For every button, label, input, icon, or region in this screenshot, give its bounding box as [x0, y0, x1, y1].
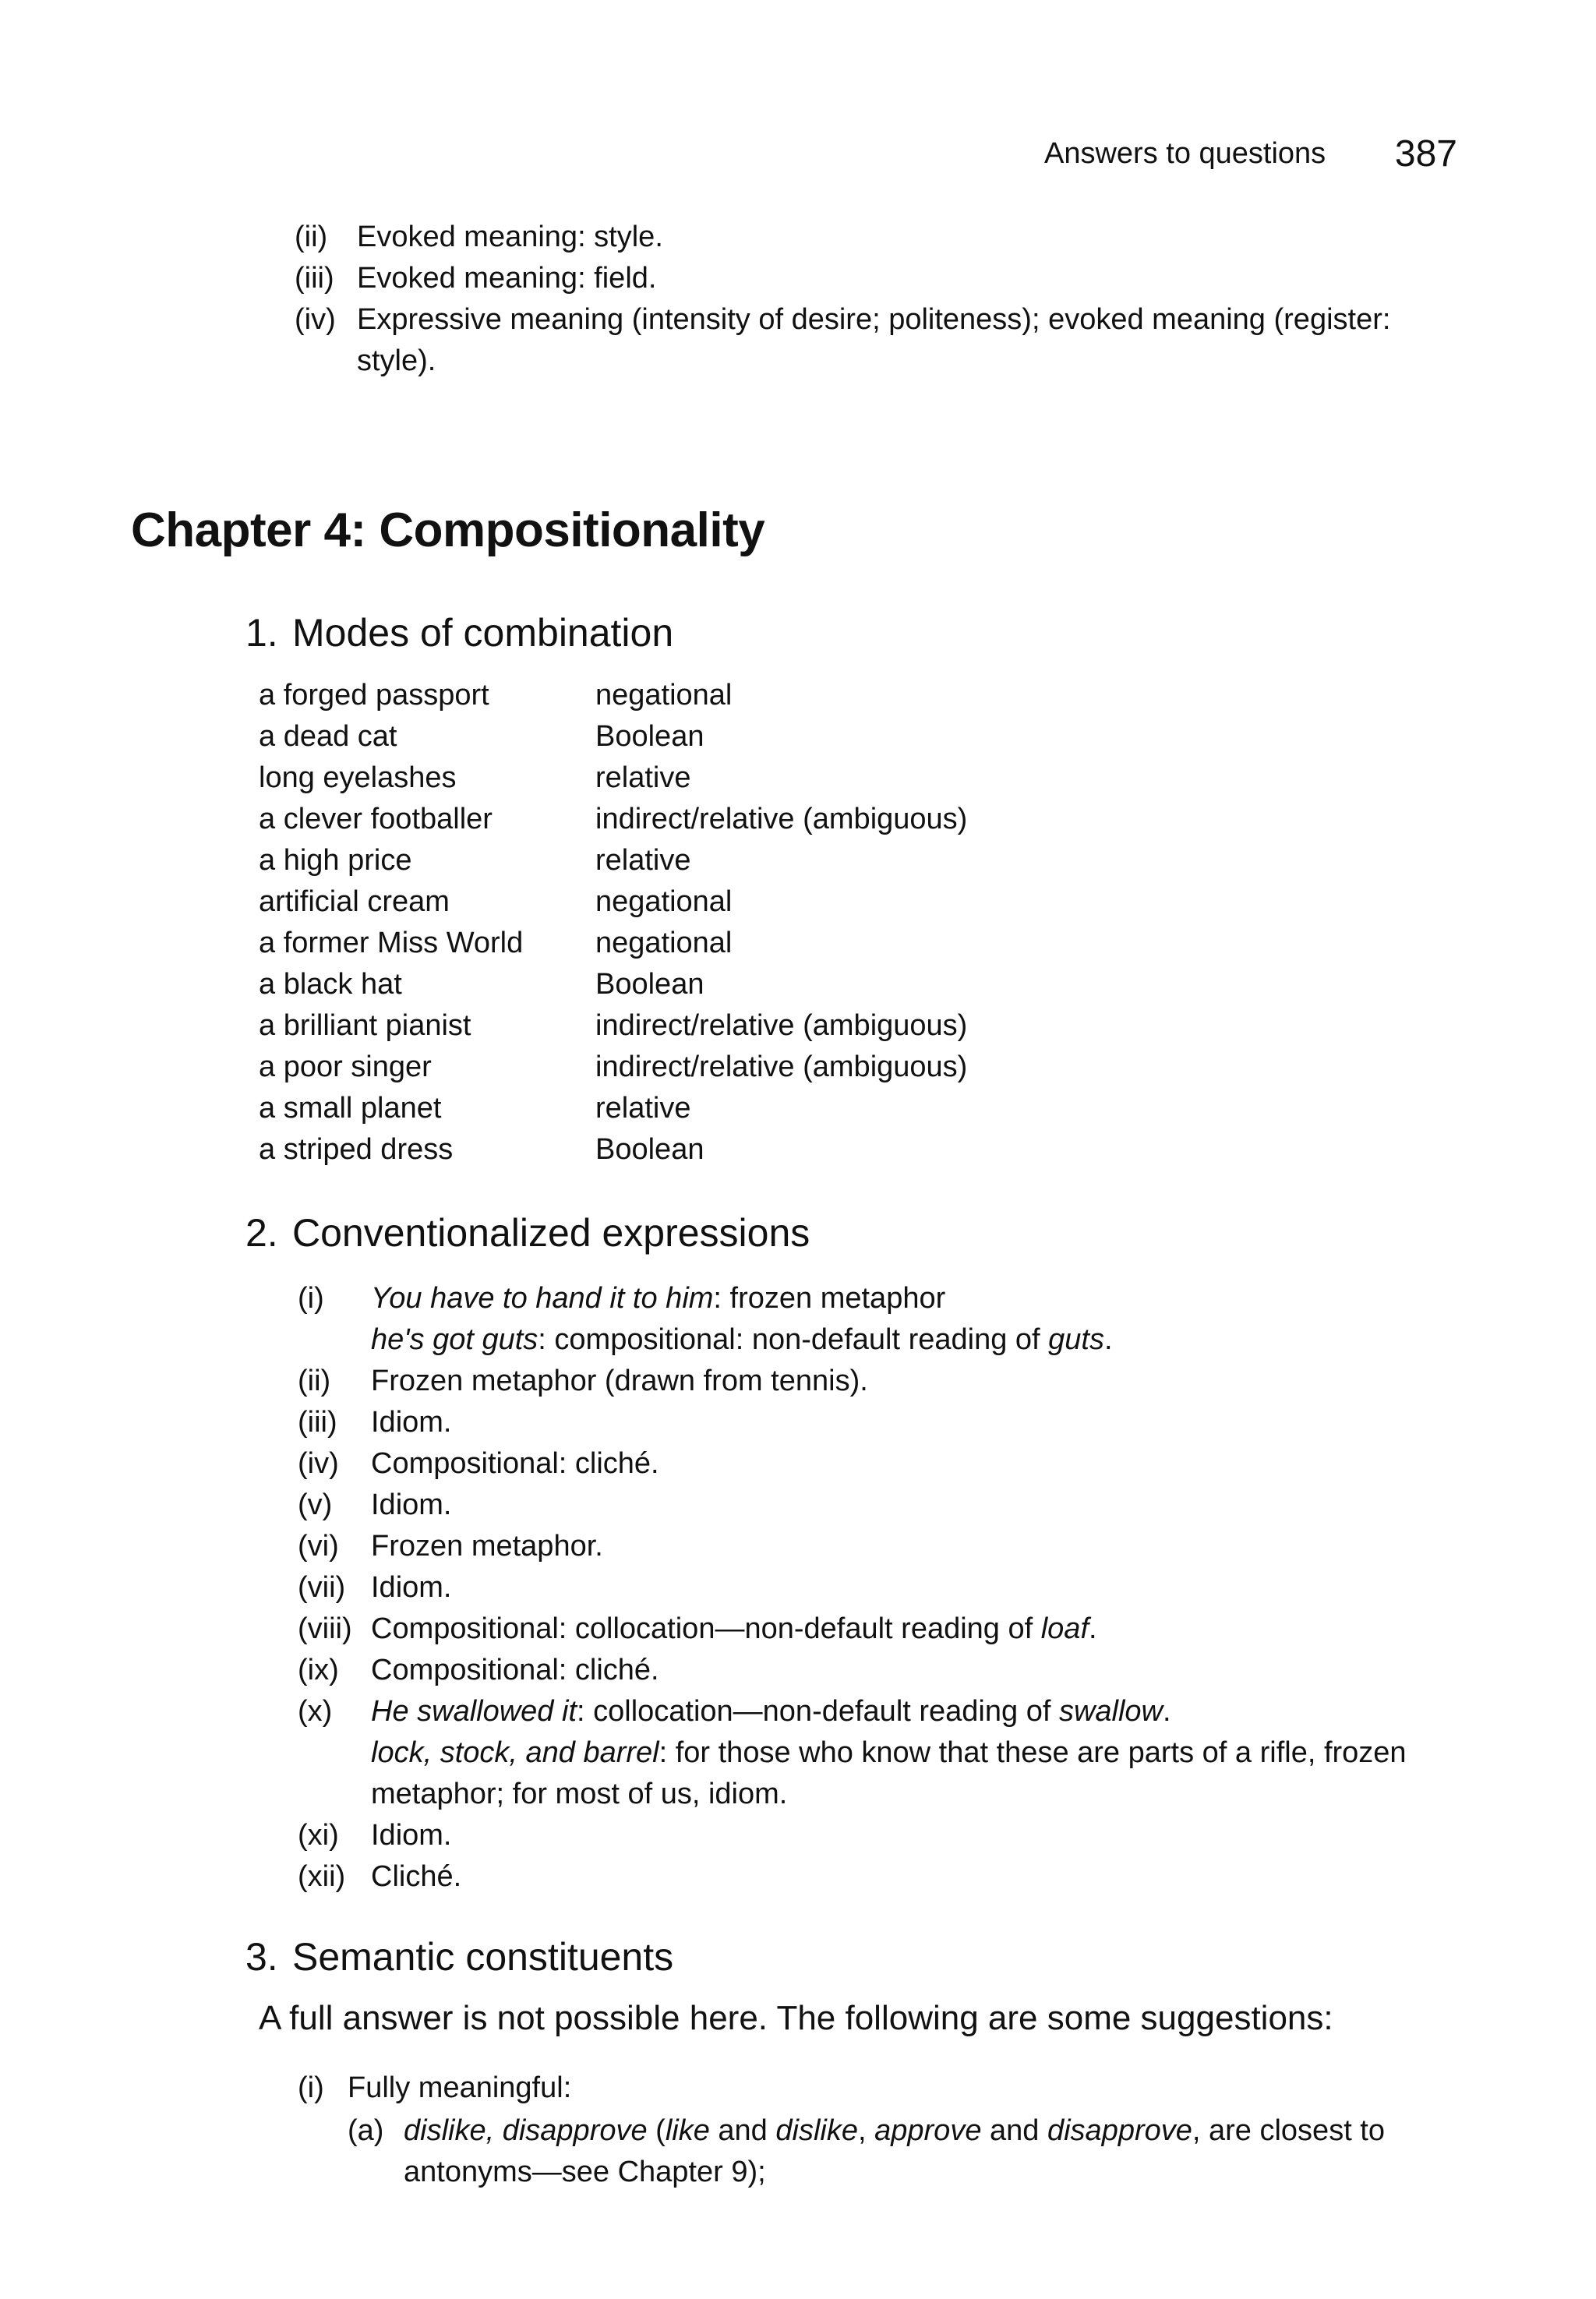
phrase-cell: a brilliant pianist	[259, 1009, 471, 1042]
phrase-cell: long eyelashes	[259, 761, 457, 794]
item-number: (a)	[348, 2114, 384, 2147]
phrase-cell: a high price	[259, 844, 412, 877]
italic-word: guts	[1048, 1323, 1104, 1356]
section-number: 3.	[245, 1935, 278, 1979]
item-number: (xi)	[298, 1819, 339, 1852]
mode-cell: Boolean	[595, 968, 704, 1001]
section-title: Modes of combination	[292, 611, 674, 655]
section-title: Conventionalized expressions	[292, 1211, 810, 1255]
item-text: Frozen metaphor.	[371, 1530, 603, 1563]
phrase-cell: a clever footballer	[259, 803, 493, 835]
item-number: (iii)	[295, 262, 334, 295]
mode-cell: Boolean	[595, 720, 704, 753]
mode-cell: Boolean	[595, 1133, 704, 1166]
item-number: (i)	[298, 1282, 324, 1315]
phrase-cell: a striped dress	[259, 1133, 454, 1166]
item-number: (ix)	[298, 1654, 339, 1686]
italic-phrase: He swallowed it	[371, 1695, 577, 1728]
item-number: (viii)	[298, 1612, 352, 1645]
mode-cell: relative	[595, 1092, 691, 1125]
chapter-title: Chapter 4: Compositionality	[131, 503, 765, 557]
phrase-cell: a black hat	[259, 968, 402, 1001]
item-text: Evoked meaning: style.	[357, 221, 663, 253]
item-number: (ii)	[295, 221, 328, 253]
phrase-cell: a dead cat	[259, 720, 397, 753]
section-heading	[245, 610, 673, 655]
phrase-cell: a forged passport	[259, 679, 489, 712]
item-number: (xii)	[298, 1860, 346, 1893]
item-text: Idiom.	[371, 1819, 452, 1852]
section-number: 1.	[245, 611, 278, 655]
italic-word: loaf	[1040, 1612, 1089, 1645]
item-number: (i)	[298, 2071, 324, 2104]
item-text: antonyms—see Chapter 9);	[404, 2156, 766, 2188]
mode-cell: indirect/relative (ambiguous)	[595, 1051, 968, 1083]
item-text: Idiom.	[371, 1489, 452, 1521]
item-text: Idiom.	[371, 1406, 452, 1439]
italic-phrase: You have to hand it to him	[371, 1282, 714, 1315]
mode-cell: negational	[595, 679, 733, 712]
item-text: metaphor; for most of us, idiom.	[371, 1778, 788, 1810]
item-text: He swallowed it: collocation—non-default reading of swallow.	[371, 1695, 1171, 1728]
mode-cell: relative	[595, 761, 691, 794]
item-text: Compositional: cliché.	[371, 1654, 659, 1686]
item-text: You have to hand it to him: frozen metaphor	[371, 1282, 946, 1315]
item-text: style).	[357, 344, 436, 377]
mode-cell: indirect/relative (ambiguous)	[595, 1009, 968, 1042]
section-title: Semantic constituents	[292, 1935, 674, 1979]
item-number: (ii)	[298, 1365, 331, 1397]
item-text: he's got guts: compositional: non-default reading of guts.	[371, 1323, 1113, 1356]
phrase-cell: artificial cream	[259, 885, 450, 918]
running-header	[1044, 132, 1457, 179]
item-text: Idiom.	[371, 1571, 452, 1604]
phrase-cell: a former Miss World	[259, 927, 524, 959]
phrase-cell: a small planet	[259, 1092, 442, 1125]
item-text: Compositional: collocation—non-default reading of loaf.	[371, 1612, 1097, 1645]
mode-cell: relative	[595, 844, 691, 877]
item-number: (iii)	[298, 1406, 337, 1439]
mode-cell: negational	[595, 885, 733, 918]
item-text: Compositional: cliché.	[371, 1447, 659, 1480]
item-number: (vii)	[298, 1571, 346, 1604]
item-text: lock, stock, and barrel: for those who know that these are parts of a rifle, frozen	[371, 1736, 1407, 1769]
section-number: 2.	[245, 1211, 278, 1255]
item-text: Expressive meaning (intensity of desire; politeness); evoked meaning (register:	[357, 303, 1391, 336]
item-number: (iv)	[295, 303, 336, 336]
mode-cell: negational	[595, 927, 733, 959]
mode-cell: indirect/relative (ambiguous)	[595, 803, 968, 835]
section-heading	[245, 1934, 673, 1979]
running-header-title: Answers to questions	[1044, 137, 1326, 170]
italic-word: swallow	[1058, 1695, 1163, 1728]
item-text: Frozen metaphor (drawn from tennis).	[371, 1365, 868, 1397]
section-heading	[245, 1210, 810, 1255]
italic-phrase: lock, stock, and barrel	[371, 1736, 659, 1769]
item-text: Cliché.	[371, 1860, 462, 1893]
item-text: dislike, disapprove (like and dislike, approve and disapprove, are closest to	[404, 2114, 1386, 2147]
item-number: (x)	[298, 1695, 333, 1728]
intro-paragraph: A full answer is not possible here. The following are some suggestions:	[259, 1999, 1333, 2037]
item-text: Evoked meaning: field.	[357, 262, 657, 295]
item-text: Fully meaningful:	[348, 2071, 572, 2104]
phrase-cell: a poor singer	[259, 1051, 432, 1083]
item-number: (v)	[298, 1489, 333, 1521]
page-number: 387	[1394, 133, 1457, 175]
italic-phrase: he's got guts	[371, 1323, 538, 1356]
item-number: (iv)	[298, 1447, 339, 1480]
item-number: (vi)	[298, 1530, 339, 1563]
